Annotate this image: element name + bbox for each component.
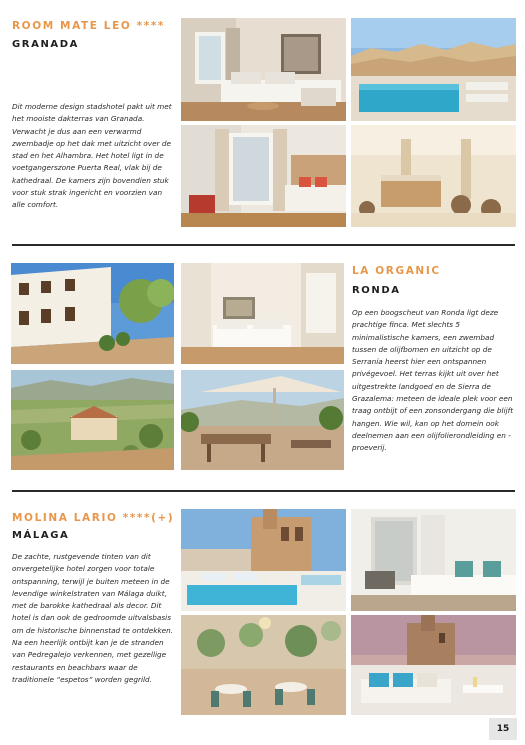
hotel-city: MÁLAGA: [12, 530, 70, 541]
rooftop-cathedral-pool-photo: [181, 509, 346, 611]
hotel-name: ROOM MATE LEO ****: [12, 20, 166, 32]
hotel-city: GRANADA: [12, 39, 79, 50]
white-bedroom-photo: [351, 509, 516, 611]
terrace-cathedral-photo: [351, 615, 516, 715]
hotel-name: LA ORGANIC: [352, 265, 441, 277]
hotel-description: De zachte, rustgevende tinten van dit onvergetelijke hotel zorgen voor totale ontspanning, terwijl je buiten meteen in de levendige winkelstraten van Málaga duikt, met de barokke kathedraal als decor. Dit hotel is dan ook de gedroomde uitvalsbasis om de historische binnenstad te ontdekken. Na een heerlijk ontbijt kan je de stranden van Pedregalejo verkennen, met gezellige restaurants en beachbars waar de traditionele “espetos” worden gegrild.: [12, 552, 174, 684]
hotel-description: Op een boogscheut van Ronda ligt deze prachtige finca. Met slechts 5 minimalistische kamers, een zwembad tussen de olijfbomen en uitzicht op de Serranía heerst hier een ontspannen privégevoel. Het terras kijkt uit over het uitgestrekte landgoed en de Sierra de Grazalema: meteen de ideale plek voor een traag ontbijt of een zonsondergang die blijft hangen. Wie wil, kan op het domein ook deelnemen aan een olijfolierondleiding en -proeverij.: [352, 308, 514, 453]
hotel-name: MOLINA LARIO ****(+): [12, 512, 175, 524]
hotel-city: RONDA: [352, 285, 401, 296]
hotel-description: Dit moderne design stadshotel pakt uit met het mooiste dakterras van Granada. Verwacht je dus aan een verwarmd zwembadje op het dak met uitzicht over de stad en het Alhambra. Het hotel ligt in de voetgangerszone Puerta Real, vlak bij de kathedraal. De kamers zijn bovendien stuk voor stuk strak ingericht en voorzien van alle comfort.: [12, 102, 172, 210]
restaurant-photo: [181, 615, 346, 715]
page-number: 15: [489, 718, 517, 740]
